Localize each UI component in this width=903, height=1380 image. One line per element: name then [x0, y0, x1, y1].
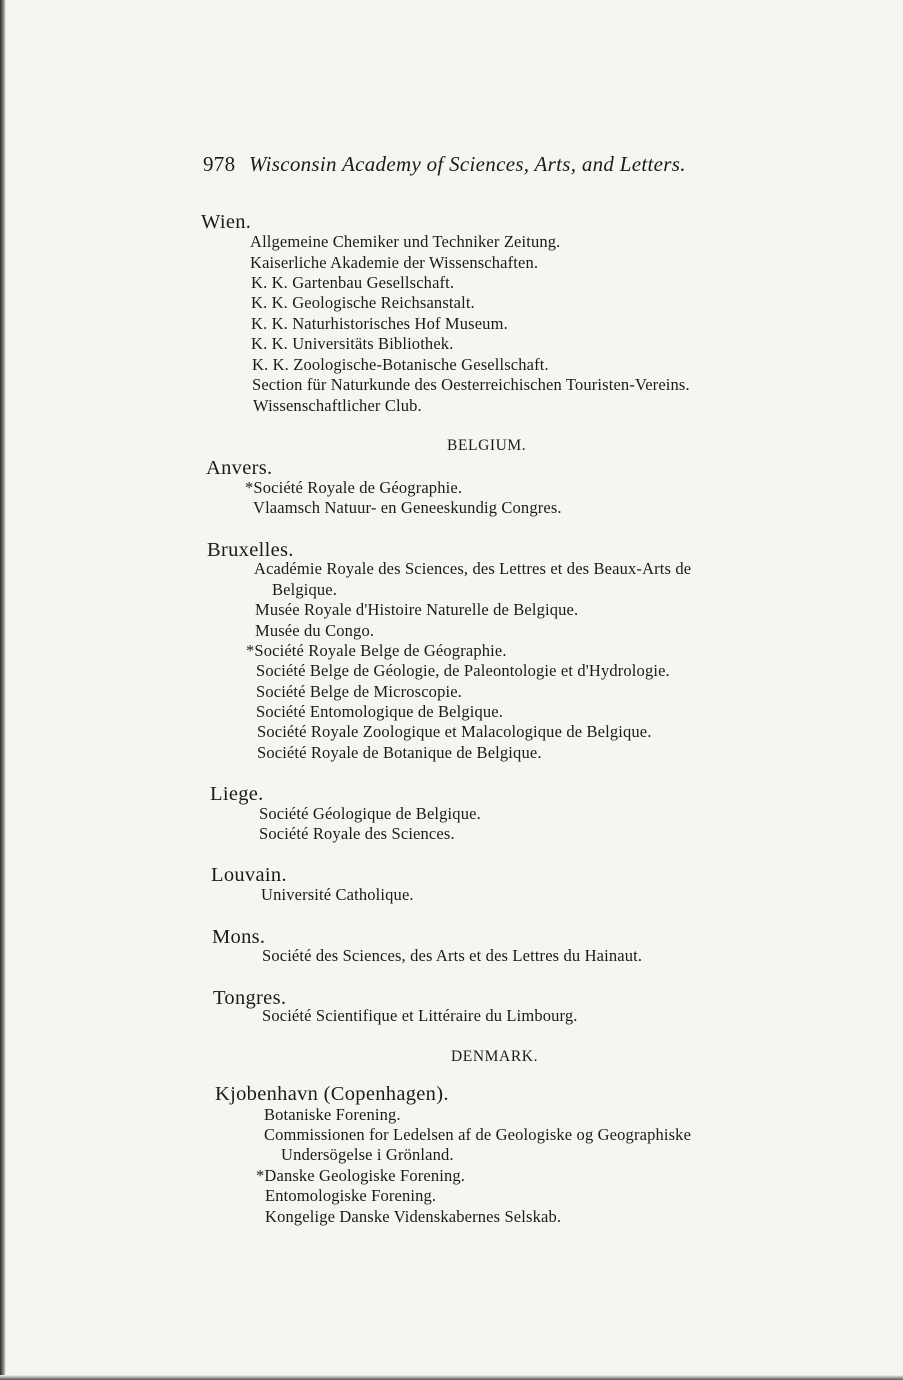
- list-item: Société Géologique de Belgique.: [259, 804, 481, 823]
- list-item: Académie Royale des Sciences, des Lettres et des Beaux-Arts de: [254, 559, 692, 578]
- page-edge-shadow: [0, 0, 6, 1380]
- list-item: Kongelige Danske Videnskabernes Selskab.: [265, 1207, 562, 1226]
- city-heading-anvers: Anvers.: [206, 457, 273, 479]
- page-number: 978: [203, 152, 236, 176]
- list-item: K. K. Gartenbau Gesellschaft.: [251, 273, 455, 292]
- country-heading-belgium: BELGIUM.: [447, 437, 527, 454]
- country-heading-denmark: DENMARK.: [451, 1048, 539, 1065]
- city-heading-wien: Wien.: [201, 211, 252, 233]
- list-item: Commissionen for Ledelsen af de Geologiske og Geographiske: [264, 1125, 692, 1144]
- city-heading-kjobenhavn: Kjobenhavn (Copenhagen).: [215, 1083, 449, 1105]
- list-item: K. K. Naturhistorisches Hof Museum.: [251, 314, 508, 333]
- list-item: Société Scientifique et Littéraire du Limbourg.: [262, 1006, 578, 1025]
- running-header: [203, 152, 763, 177]
- list-item: Allgemeine Chemiker und Techniker Zeitung.: [250, 232, 561, 251]
- list-item: Société Royale des Sciences.: [259, 824, 455, 843]
- list-item: Belgique.: [272, 580, 338, 599]
- list-item: K. K. Universitäts Bibliothek.: [251, 334, 454, 353]
- list-item: Société Royale Zoologique et Malacologique de Belgique.: [257, 722, 652, 741]
- page-bottom-shadow: [0, 1375, 903, 1380]
- list-item: Société Royale de Botanique de Belgique.: [257, 743, 542, 762]
- list-item: Wissenschaftlicher Club.: [253, 396, 422, 415]
- list-item: Musée Royale d'Histoire Naturelle de Belgique.: [255, 600, 579, 619]
- city-heading-tongres: Tongres.: [213, 987, 287, 1009]
- list-item: K. K. Geologische Reichsanstalt.: [251, 293, 475, 312]
- list-item: Undersögelse i Grönland.: [281, 1145, 454, 1164]
- list-item: *Société Royale Belge de Géographie.: [246, 641, 507, 660]
- list-item: Musée du Congo.: [255, 621, 375, 640]
- list-item: Société Entomologique de Belgique.: [256, 702, 504, 721]
- list-item: *Danske Geologiske Forening.: [256, 1166, 466, 1185]
- list-item: Université Catholique.: [261, 885, 414, 904]
- city-heading-mons: Mons.: [212, 926, 266, 948]
- list-item: Entomologiske Forening.: [265, 1186, 437, 1205]
- list-item: Société des Sciences, des Arts et des Lettres du Hainaut.: [262, 946, 643, 965]
- list-item: Société Belge de Géologie, de Paleontologie et d'Hydrologie.: [256, 661, 670, 680]
- list-item: *Société Royale de Géographie.: [245, 478, 463, 497]
- list-item: Kaiserliche Akademie der Wissenschaften.: [250, 253, 539, 272]
- city-heading-louvain: Louvain.: [211, 864, 287, 886]
- city-heading-bruxelles: Bruxelles.: [207, 539, 294, 561]
- city-heading-liege: Liege.: [210, 783, 264, 805]
- list-item: Botaniske Forening.: [264, 1105, 401, 1124]
- list-item: Société Belge de Microscopie.: [256, 682, 462, 701]
- running-title: Wisconsin Academy of Sciences, Arts, and Letters.: [248, 152, 686, 176]
- list-item: K. K. Zoologische-Botanische Gesellschaft.: [252, 355, 549, 374]
- list-item: Section für Naturkunde des Oesterreichischen Touristen-Vereins.: [252, 375, 690, 394]
- list-item: Vlaamsch Natuur- en Geneeskundig Congres.: [253, 498, 562, 517]
